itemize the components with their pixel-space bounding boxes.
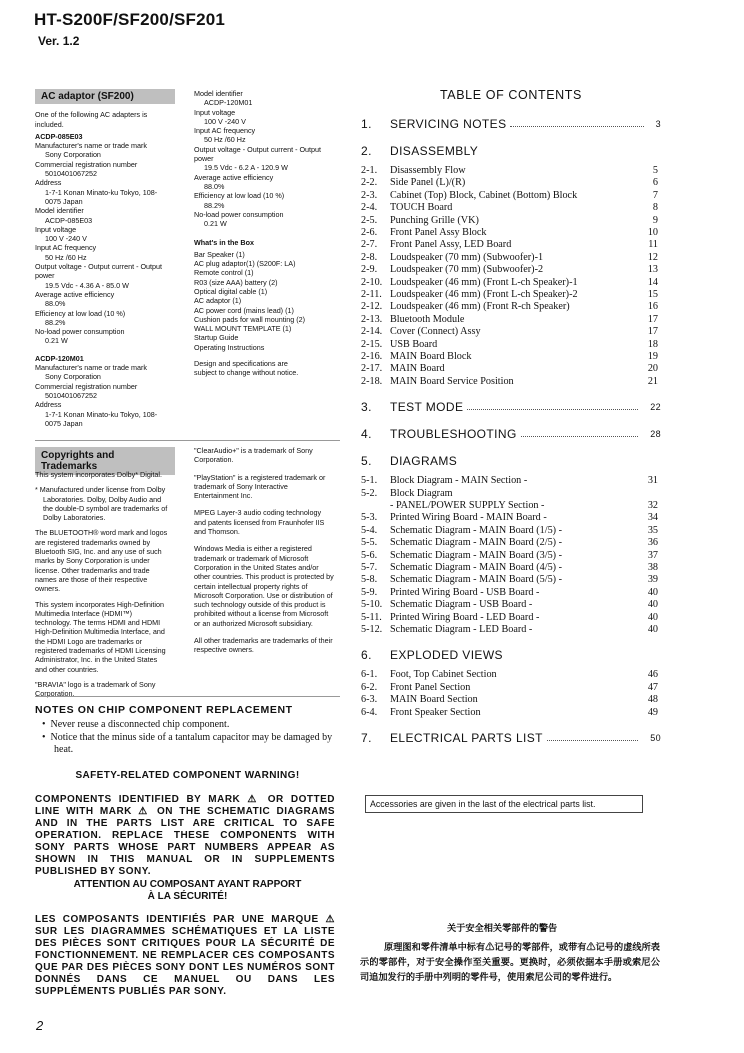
toc-entry-number: 5-12. bbox=[361, 624, 383, 635]
copyright-paragraph: MPEG Layer-3 audio coding technology and patents licensed from Fraunhofer IIS and Thomson. bbox=[194, 508, 325, 537]
toc-leader bbox=[521, 427, 638, 437]
toc-section[interactable] bbox=[361, 144, 661, 160]
page-number: 2 bbox=[36, 1018, 44, 1033]
toc-entry-title: Printed Wiring Board - USB Board - bbox=[390, 586, 540, 598]
toc-page-number: 47 bbox=[647, 681, 658, 693]
toc-entry[interactable] bbox=[361, 264, 658, 276]
toc-entry-title: - PANEL/POWER SUPPLY Section - bbox=[390, 500, 545, 511]
toc-page-number: 20 bbox=[647, 363, 658, 375]
copyrights-col2 bbox=[194, 446, 334, 663]
spec-line: Input voltage bbox=[194, 107, 236, 117]
safety-body: COMPONENTS IDENTIFIED BY MARK ⚠ OR DOTTED LINE WITH MARK ⚠ ON THE SCHEMATIC DIAGRAMS AND IN THE PARTS LIST ARE CRITICAL TO SAFE OPERATION. REPLACE THESE COMPONENTS WITH SONY PARTS WHOSE PART NUMBERS APPEAR AS SHOWN IN THIS MANUAL OR IN SUPPLEMENTS PUBLISHED BY SONY. bbox=[35, 794, 335, 877]
spec-line: Efficiency at low load (10 %) bbox=[194, 191, 285, 201]
toc-entry-number: 5-7. bbox=[361, 562, 378, 573]
toc-entry-title: Schematic Diagram - LED Board - bbox=[390, 624, 533, 635]
toc-page-number: 16 bbox=[647, 301, 658, 313]
toc-entry-title: Front Panel Assy Block bbox=[390, 227, 487, 238]
spec-line: 5010401067252 bbox=[45, 390, 97, 400]
toc-entry-number: 2-17. bbox=[361, 363, 383, 375]
spec-line: Output voltage - Output current - Output power bbox=[194, 144, 322, 164]
spec-line: 1-7-1 Konan Minato-ku Tokyo, 108- bbox=[45, 187, 158, 197]
toc-entry[interactable] bbox=[361, 512, 658, 524]
chip-notes-list bbox=[36, 719, 341, 757]
box-item: R03 (size AAA) battery (2) bbox=[194, 277, 278, 287]
box-item: Bar Speaker (1) bbox=[194, 249, 245, 259]
toc-entry[interactable] bbox=[361, 537, 658, 549]
copyright-paragraph: "PlayStation" is a registered trademark or trademark of Sony Interactive Entertainment Inc. bbox=[194, 472, 326, 501]
toc-entry-number: 5-5. bbox=[361, 537, 378, 549]
toc-entry-number: 2-3. bbox=[361, 189, 378, 201]
spec-line: 19.5 Vdc - 6.2 A - 120.9 W bbox=[204, 163, 288, 173]
model2-specs bbox=[35, 363, 175, 428]
toc-entry-title: Front Panel Assy, LED Board bbox=[390, 239, 512, 251]
toc-section-number: 3. bbox=[361, 400, 372, 415]
toc-entry[interactable] bbox=[361, 202, 658, 214]
toc-entry-number: 6-2. bbox=[361, 681, 378, 693]
spec-line: 88.2% bbox=[45, 317, 66, 327]
toc-entry-number: 2-9. bbox=[361, 264, 378, 276]
toc-entry[interactable] bbox=[361, 669, 658, 681]
toc-entry-title: Cabinet (Top) Block, Cabinet (Bottom) Block bbox=[390, 189, 578, 201]
box-items bbox=[194, 250, 340, 352]
toc-entry[interactable] bbox=[361, 599, 658, 611]
cn-body: 原理图和零件清单中标有⚠记号的零部件，或带有⚠记号的虚线所表示的零部件，对于安全操作至关重要。更换时，必须依据本手册或索尼公司追加发行的手册中列明的零件号，使用索尼公司的零件进行。 bbox=[360, 942, 660, 982]
toc-page-number: 46 bbox=[647, 669, 658, 681]
toc-page-number: 11 bbox=[648, 239, 658, 251]
toc-entry[interactable] bbox=[361, 574, 658, 586]
toc-entry-title: Schematic Diagram - MAIN Board (1/5) - bbox=[390, 524, 563, 536]
spec-line: No-load power consumption bbox=[194, 209, 284, 219]
spec-line: 88.2% bbox=[204, 200, 225, 210]
toc-page-number: 28 bbox=[650, 429, 661, 440]
toc-entry-number: 2-2. bbox=[361, 177, 378, 189]
box-item: Remote control (1) bbox=[194, 268, 254, 278]
copyright-paragraph: "ClearAudio+" is a trademark of Sony Corporation. bbox=[194, 446, 313, 465]
toc-page-number: 6 bbox=[652, 177, 658, 189]
toc-leader bbox=[510, 117, 644, 127]
toc-entry[interactable] bbox=[361, 525, 658, 537]
copyright-paragraph: "BRAVIA" logo is a trademark of Sony Corporation. bbox=[35, 679, 156, 699]
toc-entry-title: Schematic Diagram - MAIN Board (2/5) - bbox=[390, 537, 563, 549]
toc-page-number: 18 bbox=[647, 338, 658, 350]
toc-page-number: 38 bbox=[647, 562, 658, 573]
toc-entry[interactable] bbox=[361, 227, 658, 239]
toc-page-number: 17 bbox=[647, 313, 658, 325]
toc-entry[interactable] bbox=[361, 277, 658, 289]
toc-entry-number: 2-4. bbox=[361, 202, 378, 214]
spec-line: 88.0% bbox=[204, 181, 225, 191]
toc-entry-number: 6-4. bbox=[361, 706, 378, 718]
toc-entry-number: 5-4. bbox=[361, 524, 378, 536]
toc-section-title: SERVICING NOTES bbox=[390, 117, 507, 131]
toc-entry-number: 2-14. bbox=[361, 326, 383, 338]
divider bbox=[35, 440, 340, 441]
toc-entry[interactable] bbox=[361, 165, 658, 177]
toc-entry-title: Punching Grille (VK) bbox=[390, 214, 479, 226]
toc-entry-number: 5-9. bbox=[361, 586, 378, 598]
toc-entry-title: Loudspeaker (46 mm) (Front L-ch Speaker)-1 bbox=[390, 276, 578, 288]
toc-section[interactable] bbox=[361, 731, 661, 747]
spec-line: 0075 Japan bbox=[45, 418, 83, 428]
toc-entry[interactable] bbox=[361, 500, 658, 512]
box-item: AC power cord (mains lead) (1) bbox=[194, 305, 294, 315]
toc-entry-title: Schematic Diagram - MAIN Board (3/5) - bbox=[390, 549, 563, 561]
toc-page-number: 40 bbox=[647, 586, 658, 598]
toc-page-number: 10 bbox=[647, 227, 658, 238]
toc-section-number: 5. bbox=[361, 454, 372, 469]
toc-entry-number: 5-6. bbox=[361, 549, 378, 561]
toc-entry[interactable] bbox=[361, 339, 658, 351]
toc-entry-number: 2-16. bbox=[361, 351, 383, 362]
toc-entry-title: MAIN Board Service Position bbox=[390, 375, 514, 387]
ac-adaptor-column-2 bbox=[194, 89, 340, 378]
toc-section-title: TROUBLESHOOTING bbox=[390, 427, 517, 442]
copyright-paragraph: All other trademarks are trademarks of their respective owners. bbox=[194, 636, 333, 655]
cn-heading: 关于安全相关零部件的警告 bbox=[447, 923, 558, 933]
spec-line: Address bbox=[35, 400, 62, 410]
model1-name: ACDP-085E03 bbox=[35, 131, 83, 141]
chip-note-item: • Notice that the minus side of a tantalum capacitor may be damaged by heat. bbox=[42, 731, 333, 755]
table-of-contents bbox=[361, 117, 661, 787]
spec-line: 19.5 Vdc - 4.36 A - 85.0 W bbox=[45, 280, 129, 290]
box-item: Startup Guide bbox=[194, 333, 239, 343]
spec-line: Input AC frequency bbox=[35, 243, 97, 253]
document-title: HT-S200F/SF200/SF201 bbox=[34, 10, 226, 29]
toc-page-number: 8 bbox=[652, 202, 658, 214]
toc-section[interactable] bbox=[361, 400, 661, 416]
toc-page-number: 5 bbox=[652, 165, 658, 176]
toc-page-number: 40 bbox=[647, 611, 658, 623]
toc-leader bbox=[467, 400, 638, 410]
toc-entry-title: Cover (Connect) Assy bbox=[390, 326, 481, 338]
spec-line: 0075 Japan bbox=[45, 196, 83, 206]
spec-line: 88.0% bbox=[45, 299, 66, 309]
toc-entry-number: 5-2. bbox=[361, 487, 378, 499]
spec-line: 0.21 W bbox=[45, 336, 68, 346]
toc-entry[interactable] bbox=[361, 694, 658, 706]
toc-entry-title: USB Board bbox=[390, 338, 438, 350]
toc-section[interactable] bbox=[361, 117, 661, 133]
toc-entry[interactable] bbox=[361, 550, 658, 562]
toc-entry-number: 2-6. bbox=[361, 227, 378, 238]
toc-section-number: 6. bbox=[361, 648, 372, 663]
toc-entry-number: 2-11. bbox=[361, 289, 382, 300]
toc-entry-title: Loudspeaker (46 mm) (Front R-ch Speaker) bbox=[390, 301, 570, 313]
toc-entry-number: 5-3. bbox=[361, 512, 378, 524]
toc-entry[interactable] bbox=[361, 612, 658, 624]
toc-section[interactable] bbox=[361, 454, 661, 470]
version-label: Ver. 1.2 bbox=[38, 34, 80, 48]
toc-section-title: DISASSEMBLY bbox=[390, 144, 479, 158]
toc-entry[interactable] bbox=[361, 475, 658, 487]
toc-entry-title: Front Speaker Section bbox=[390, 706, 481, 718]
fr-body: LES COMPOSANTS IDENTIFIÉS PAR UNE MARQUE ⚠ SUR LES DIAGRAMMES SCHÉMATIQUES ET LA LISTE DES PIÈCES SONT CRITIQUES POUR LA SÉCURITÉ DE FONCTIONNEMENT. NE REMPLACER CES COMPOSANTS QUE PAR DES PIÈCES SONY DONT LES NUMÉROS SONT DONNÉS DANS CE MANUEL OU DANS LES SUPPLÉMENTS PUBLIÉS PAR SONY. bbox=[35, 914, 335, 997]
spec-line: Efficiency at low load (10 %) bbox=[35, 308, 126, 318]
box-heading: What's in the Box bbox=[194, 238, 255, 248]
spec-line: Sony Corporation bbox=[45, 150, 101, 160]
toc-page-number: 19 bbox=[647, 351, 658, 362]
toc-entry[interactable] bbox=[361, 624, 658, 636]
spec-line: Commercial registration number bbox=[35, 381, 138, 391]
toc-section-number: 1. bbox=[361, 117, 372, 131]
toc-entry-number: 2-10. bbox=[361, 276, 383, 288]
spec-line: Address bbox=[35, 178, 62, 188]
toc-entry-title: Side Panel (L)/(R) bbox=[390, 177, 466, 189]
toc-entry[interactable] bbox=[361, 314, 658, 326]
box-item: AC plug adaptor(1) (S200F: LA) bbox=[194, 259, 296, 269]
toc-page-number: 36 bbox=[647, 537, 658, 549]
toc-entry[interactable] bbox=[361, 289, 658, 301]
spec-line: Model identifier bbox=[35, 206, 84, 216]
toc-page-number: 12 bbox=[647, 251, 658, 263]
model2-specs-cont bbox=[194, 89, 340, 228]
toc-entry[interactable] bbox=[361, 587, 658, 599]
toc-entry-title: Printed Wiring Board - LED Board - bbox=[390, 611, 540, 623]
box-item: Cushion pads for wall mounting (2) bbox=[194, 314, 306, 324]
spec-line: Input voltage bbox=[35, 224, 77, 234]
box-item: Operating Instructions bbox=[194, 342, 265, 352]
toc-entry[interactable] bbox=[361, 376, 658, 388]
spec-line: Input AC frequency bbox=[194, 126, 256, 136]
copyright-paragraph: Windows Media is either a registered trademark or trademark of Microsoft Corporation in the United States and/or other countries. This product is protected by certain intellectual property rights of Microsoft Corporation. Use or distribution of such technology outside of this product is prohibited without a license from Microsoft or an authorized Microsoft subsidiary. bbox=[194, 544, 334, 628]
box-item: AC adaptor (1) bbox=[194, 296, 242, 306]
toc-entry-number: 2-12. bbox=[361, 301, 383, 313]
toc-page-number: 14 bbox=[647, 276, 658, 288]
model2-name: ACDP-120M01 bbox=[35, 353, 84, 363]
toc-page-number: 40 bbox=[647, 624, 658, 635]
toc-entry-title: Foot, Top Cabinet Section bbox=[390, 669, 497, 681]
copyright-paragraph: The BLUETOOTH® word mark and logos are registered trademarks owned by Bluetooth SIG, Inc. and any use of such marks by Sony Corporation is under license. Other trademarks and trade names are those of their respective owners. bbox=[35, 528, 168, 594]
toc-entry-number: 2-18. bbox=[361, 375, 383, 387]
toc-entry-number: 2-15. bbox=[361, 338, 383, 350]
toc-entry-number: 2-1. bbox=[361, 165, 378, 176]
toc-entry[interactable] bbox=[361, 682, 658, 694]
box-item: WALL MOUNT TEMPLATE (1) bbox=[194, 324, 292, 334]
toc-page-number: 17 bbox=[647, 326, 658, 338]
toc-entry[interactable] bbox=[361, 239, 658, 251]
toc-page-number: 9 bbox=[652, 214, 658, 226]
ac-adaptor-intro: One of the following AC adapters is included. bbox=[35, 110, 148, 129]
copyrights-heading: Copyrights and Trademarks bbox=[35, 447, 175, 475]
toc-entry-title: Disassembly Flow bbox=[390, 165, 466, 176]
spec-line: Output voltage - Output current - Output power bbox=[35, 262, 163, 281]
toc-entry-number: 2-7. bbox=[361, 239, 378, 251]
toc-entry[interactable] bbox=[361, 301, 658, 313]
toc-entry[interactable] bbox=[361, 363, 658, 375]
copyrights-col1 bbox=[35, 470, 170, 705]
toc-page-number: 37 bbox=[647, 549, 658, 561]
toc-section-title: DIAGRAMS bbox=[390, 454, 458, 469]
toc-section-title: EXPLODED VIEWS bbox=[390, 648, 503, 663]
toc-title: TABLE OF CONTENTS bbox=[440, 88, 582, 102]
toc-page-number: 7 bbox=[652, 189, 658, 201]
divider bbox=[35, 696, 340, 697]
box-note: Design and specifications are subject to change without notice. bbox=[194, 359, 299, 378]
toc-entry-title: MAIN Board Block bbox=[390, 351, 472, 362]
spec-line: No-load power consumption bbox=[35, 327, 125, 337]
chip-note-item: • Never reuse a disconnected chip component. bbox=[42, 719, 230, 730]
spec-line: ACDP-120M01 bbox=[204, 98, 253, 108]
toc-section-title: TEST MODE bbox=[390, 400, 464, 415]
toc-entry-number: 5-11. bbox=[361, 611, 382, 623]
toc-section-number: 7. bbox=[361, 731, 372, 745]
spec-line: 50 Hz /60 Hz bbox=[45, 252, 87, 262]
toc-entry-title: Loudspeaker (70 mm) (Subwoofer)-2 bbox=[390, 264, 544, 276]
safety-heading: SAFETY-RELATED COMPONENT WARNING! bbox=[75, 770, 300, 781]
toc-section[interactable] bbox=[361, 427, 661, 443]
ac-adaptor-column bbox=[35, 89, 175, 428]
spec-line: 100 V -240 V bbox=[204, 116, 246, 126]
toc-entry[interactable] bbox=[361, 562, 658, 574]
toc-section-number: 2. bbox=[361, 144, 372, 158]
toc-entry[interactable] bbox=[361, 707, 658, 719]
toc-page-number: 31 bbox=[647, 475, 658, 487]
toc-section-title: ELECTRICAL PARTS LIST bbox=[390, 731, 543, 745]
toc-page-number: 35 bbox=[647, 524, 658, 536]
model1-specs bbox=[35, 141, 175, 346]
copyright-paragraph: This system incorporates High-Definition Multimedia Interface (HDMI™) technology. The terms HDMI and HDMI High-Definition Multimedia Interface, and the HDMI Logo are trademarks or registered trademarks of HDMI Licensing Administrator, Inc. in the United States and other countries. bbox=[35, 599, 166, 674]
spec-line: 100 V -240 V bbox=[45, 234, 87, 244]
toc-entry-title: Printed Wiring Board - MAIN Board - bbox=[390, 512, 547, 524]
chip-notes-heading: NOTES ON CHIP COMPONENT REPLACEMENT bbox=[35, 704, 293, 716]
toc-entry-title: Bluetooth Module bbox=[390, 313, 465, 325]
toc-entry-title: Loudspeaker (70 mm) (Subwoofer)-1 bbox=[390, 251, 544, 263]
spec-line: Model identifier bbox=[194, 89, 243, 98]
toc-entry-title: Block Diagram - MAIN Section - bbox=[390, 475, 528, 487]
toc-page-number: 39 bbox=[647, 574, 658, 586]
copyright-paragraph: * Manufactured under license from Dolby Laboratories. Dolby, Dolby Audio and the double-D symbol are trademarks of Dolby Laboratories. bbox=[35, 485, 168, 523]
toc-entry-number: 5-1. bbox=[361, 475, 378, 487]
toc-entry-title: Schematic Diagram - USB Board - bbox=[390, 599, 533, 611]
toc-entry-title: MAIN Board Section bbox=[390, 694, 478, 706]
spec-line: 1-7-1 Konan Minato-ku Tokyo, 108- bbox=[45, 409, 158, 419]
spec-line: 0.21 W bbox=[204, 219, 227, 229]
toc-entry-number: 5-8. bbox=[361, 574, 378, 586]
toc-page-number: 49 bbox=[647, 706, 658, 718]
toc-entry-number: 6-1. bbox=[361, 669, 378, 681]
toc-entry-title: TOUCH Board bbox=[390, 202, 453, 214]
toc-entry[interactable] bbox=[361, 326, 658, 338]
toc-section[interactable] bbox=[361, 648, 661, 664]
toc-entry[interactable] bbox=[361, 351, 658, 363]
toc-page-number: 21 bbox=[647, 375, 658, 387]
toc-page-number: 15 bbox=[647, 289, 658, 300]
toc-entry-number: 2-8. bbox=[361, 251, 378, 263]
toc-section-number: 4. bbox=[361, 427, 372, 442]
toc-entry-title: Schematic Diagram - MAIN Board (4/5) - bbox=[390, 562, 563, 573]
spec-line: Commercial registration number bbox=[35, 159, 138, 169]
accessories-note: Accessories are given in the last of the electrical parts list. bbox=[365, 795, 643, 813]
toc-entry-title: Block Diagram bbox=[390, 487, 453, 499]
toc-entry-title: Loudspeaker (46 mm) (Front L-ch Speaker)-2 bbox=[390, 289, 578, 300]
spec-line: 5010401067252 bbox=[45, 169, 97, 179]
toc-entry-title: MAIN Board bbox=[390, 363, 445, 375]
toc-page-number: 34 bbox=[647, 512, 658, 524]
toc-entry[interactable] bbox=[361, 252, 658, 264]
box-item: Optical digital cable (1) bbox=[194, 286, 268, 296]
spec-line: 50 Hz /60 Hz bbox=[204, 135, 246, 145]
toc-entry[interactable] bbox=[361, 177, 658, 189]
toc-entry-number: 2-13. bbox=[361, 313, 383, 325]
spec-line: Manufacturer's name or trade mark bbox=[35, 141, 148, 151]
toc-page-number: 22 bbox=[650, 402, 661, 413]
toc-entry[interactable] bbox=[361, 215, 658, 227]
toc-page-number: 40 bbox=[647, 599, 658, 611]
fr-heading: ATTENTION AU COMPOSANT AYANT RAPPORT À LA SÉCURITÉ! bbox=[73, 879, 302, 902]
toc-entry[interactable] bbox=[361, 488, 658, 500]
spec-line: Average active efficiency bbox=[194, 172, 274, 182]
spec-line: Manufacturer's name or trade mark bbox=[35, 363, 148, 373]
spec-line: Average active efficiency bbox=[35, 289, 115, 299]
toc-leader bbox=[547, 731, 638, 741]
toc-entry[interactable] bbox=[361, 190, 658, 202]
toc-entry-number: 2-5. bbox=[361, 214, 378, 226]
toc-entry-title: Front Panel Section bbox=[390, 681, 471, 693]
toc-page-number: 13 bbox=[647, 264, 658, 276]
ac-adaptor-heading: AC adaptor (SF200) bbox=[35, 89, 175, 104]
toc-entry-title: Schematic Diagram - MAIN Board (5/5) - bbox=[390, 574, 563, 586]
toc-page-number: 48 bbox=[647, 694, 658, 706]
toc-page-number: 50 bbox=[650, 733, 661, 743]
copyright-paragraph: This system incorporates Dolby* Digital. bbox=[35, 470, 163, 479]
toc-entry-number: 5-10. bbox=[361, 599, 383, 611]
spec-line: ACDP-085E03 bbox=[45, 215, 93, 225]
toc-page-number: 3 bbox=[655, 119, 661, 129]
toc-page-number: 32 bbox=[647, 500, 658, 511]
spec-line: Sony Corporation bbox=[45, 372, 101, 382]
toc-entry-number: 6-3. bbox=[361, 694, 378, 706]
